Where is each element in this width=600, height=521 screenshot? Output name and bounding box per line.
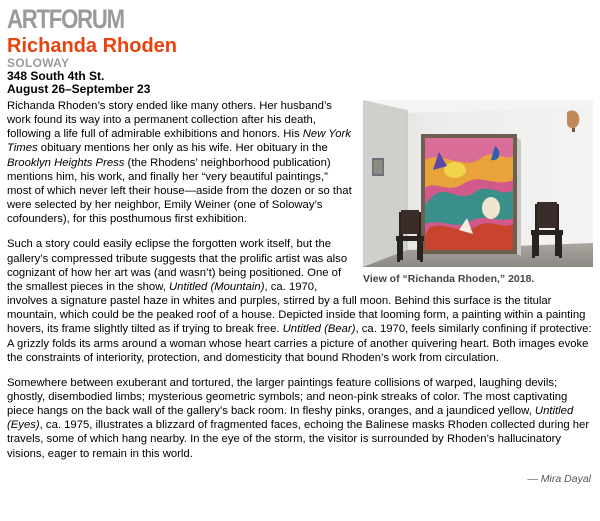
- review-paragraph-1: Richanda Rhoden’s story ended like many others. Her husband’s work found its way into a permanent collection after his death, following a life full of admirable exhibitions and honors. His New York Times obituary mentions her only as his wife. Her obituary in the Brooklyn Heights Press (the Rhodens’ neighborhood publication) mentions him, his work, and finally her “very beautiful paintings,” most of which never left their house—aside from the dozen or so that were selected by her neighbor, Emily Weiner (one of Soloway’s cofounders), for this posthumous first exhibition.: [7, 100, 352, 226]
- artforum-logo[interactable]: ARTFORUM: [7, 4, 124, 34]
- exhibition-dates: August 26–September 23: [7, 82, 151, 96]
- review-page: [7, 6, 593, 486]
- image-caption: View of “Richanda Rhoden,” 2018.: [363, 273, 535, 285]
- gallery-name: SOLOWAY: [7, 56, 70, 70]
- artist-title: Richanda Rhoden: [7, 35, 178, 57]
- gallery-address: 348 South 4th St.: [7, 69, 105, 83]
- author-byline: — Mira Dayal: [527, 472, 591, 485]
- exhibition-figure: [363, 100, 593, 286]
- exhibition-photo: [363, 100, 593, 267]
- review-paragraph-2: Such a story could easily eclipse the forgotten work itself, but the gallery’s compressed tribute suggests that the prolific artist was also cognizant of how her art was (and wasn’t) being positioned. One of the smallest pieces in the show, Untitled (Mountain), ca. 1970, involves a signature pastel haze in whites and purples, stirred by a full moon. Behind this surface is the titular mountain, which could be the peaked roof of a house. Depicted inside that looming form, a painting within a painting hovers, its frame slightly tilted as if trying to break free. Untitled (Bear), ca. 1970, feels similarly confining if protective: A grizzly folds its arms around a woman whose heart carries a picture of another quivering heart. Both images evoke the constraints of interiority, protection, and domesticity that bound Rhoden’s work from circulation.: [7, 238, 592, 364]
- review-paragraph-3: Somewhere between exuberant and tortured, the larger paintings feature collisions of warped, laughing devils; ghostly, disembodied limbs; mysterious geometric symbols; and neon-pink streaks of color. The most captivating piece hangs on the back wall of the gallery’s back room. In fleshy pinks, oranges, and a jaundiced yellow, Untitled (Eyes), ca. 1975, illustrates a blizzard of fragmented faces, echoing the Balinese masks Rhoden collected during her travels, some of which hang nearby. In the eye of the storm, the visitor is surrounded by Rhoden’s hallucinatory visions, eager to remain in this world.: [7, 376, 590, 460]
- review-body: [7, 99, 593, 486]
